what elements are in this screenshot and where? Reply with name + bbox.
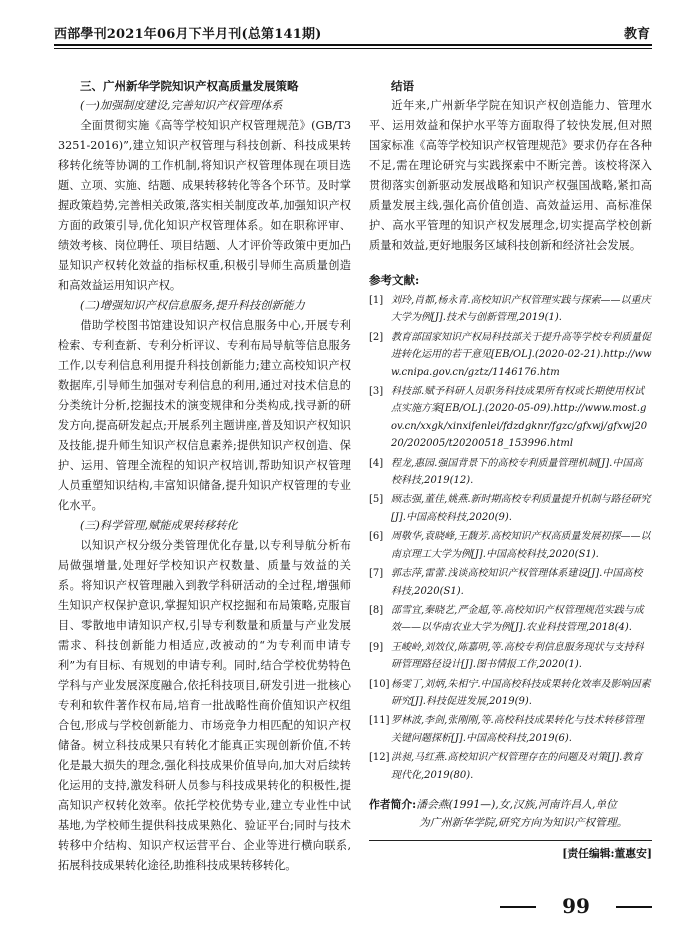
author-bio-label: 作者简介: [369, 797, 417, 811]
subheading-2: (二)增强知识产权信息服务,提升科技创新能力 [80, 299, 305, 312]
section-heading: 三、广州新华学院知识产权高质量发展策略 [80, 79, 299, 93]
reference-number: [11] [369, 715, 390, 727]
conclusion-paragraph: 近年来,广州新华学院在知识产权创造能力、管理水平、运用效益和保护水平等方面取得了较快发展,但对照国家标准《高等学校知识产权管理规范》要求仍存在各种不足,需在理论研究与实践探索中不断完善。该校将深入贯彻落实创新驱动发展战略和知识产权强国战略,紧扣高质量发展主线,强化高价值创造、高效益运用、高标准保护、高水平管理的知识产权发展理念,切实提高学校创新质量和效益,更好地服务区域科技创新和经济社会发展。 [369, 99, 652, 252]
paragraph-3: 以知识产权分级分类管理优化存量,以专利导航分析布局做强增量,处理好学校知识产权数量、质量与效益的关系。将知识产权管理融入到教学科研活动的全过程,增强师生知识产权保护意识,掌握知识产权挖掘和布局策略,克服盲目、零散地申请知识产权,引导专利数量和质量与产业发展需求、科技创新能力相适应,改被动的“为专利而申请专利”为有目标、有规划的申请专利。同时,结合学校优势特色学科与产业发展深度融合,依托科技项目,研发引进一批核心专利和软件著作权布局,培育一批战略性商价值知识产权组合包,形成与学校创新能力、市场竞争力相匹配的知识产权储备。树立科技成果只有转化才能真正实现创新价值,不转化是最大损失的理念,强化科技成果价值导向,加大对后续转化运用的支持,激发科研人员参与科技成果转化的积极性,提高知识产权转化效率。依托学校优势专业,建立专业性中试基地,为学校师生提供科技成果熟化、验证平台;同时与技术转移中介结构、知识产权运营平台、企业等进行横向联系,拓展科技成果转化途径,助推科技成果转移转化。 [58, 539, 351, 872]
subheading-3: (三)科学管理,赋能成果转移转化 [80, 519, 238, 532]
reference-item [369, 491, 652, 526]
editor-rule [369, 840, 652, 841]
journal-masthead: 西部學刊2021年06月下半月刊(总第141期) [54, 27, 322, 42]
reference-item [369, 455, 652, 490]
header-rule-thick [54, 44, 652, 46]
reference-number: [1] [369, 295, 384, 306]
paragraph-2: 借助学校图书馆建设知识产权信息服务中心,开展专利检索、专利查新、专利分析评议、专利布局导航等信息服务工作,以专利信息利用提升科技创新能力;建立高校知识产权数据库,引导师生加强对专利信息的利用,通过对技术信息的分类统计分析,挖掘技术的演变规律和分类构成,找寻新的研发方向,提高研发起点;开展系列主题讲座,普及知识产权知识及技能,提升师生知识产权信息素养;提供知识产权创造、保护、运用、管理全流程的知识产权培训,帮助知识产权管理人员重塑知识结构,丰富知识储备,提升知识产权管理的专业化水平。 [58, 319, 351, 512]
reference-item [369, 676, 652, 711]
reference-text: 科技部.赋予科研人员职务科技成果所有权或长期使用权试点实施方案[EB/OL].(2020-05-09).http://www.most.gov.cn/xxgk/xinxifenlei/fdzdgknr/fgzc/gfxwj/gfxwj2020/202005/t20200518_153996.html [391, 386, 648, 450]
reference-item [369, 528, 652, 563]
header-rule-thin [54, 48, 652, 49]
references-title: 参考文献: [369, 273, 420, 287]
reference-item [369, 329, 652, 381]
page-footer [500, 893, 652, 923]
left-column [58, 76, 351, 876]
reference-number: [9] [369, 641, 384, 653]
reference-text: 刘玲,肖都,杨永青.高校知识产权管理实践与探索——以重庆大学为例[J].技术与创新管理,2019(1). [391, 295, 651, 324]
reference-text: 周敬华,袁晓峰,王馥芳.高校知识产权高质量发展初探——以南京理工大学为例[J].中国高校科技,2020(S1). [391, 531, 651, 560]
reference-number: [6] [369, 531, 384, 543]
reference-text: 教育部国家知识产权局科技部关于提升高等学校专利质量促进转化运用的若干意见[EB/OL].(2020-02-21).http://www.cnipa.gov.cn/gztz/1146176.htm [391, 331, 652, 378]
footer-rule-right [616, 906, 652, 908]
reference-number: [4] [369, 457, 384, 469]
paragraph-1: 全面贯彻实施《高等学校知识产权管理规范》(GB/T33251-2016)”,建立知识产权管理与科技创新、科技成果转移转化统等协调的工作机制,将知识产权管理体现在项目选题、立项、实施、结题、成果转移转化等各个环节。及时掌握政策趋势,完善相关政策,落实相关制度改革,加强知识产权方面的政策引导,优化知识产权管理体系。如在职称评审、绩效考核、岗位聘任、项目结题、人才评价等政策中更加凸显知识产权转化效益的指标权重,积极引导师生高质量创造和高效益运用知识产权。 [58, 119, 351, 292]
conclusion-heading: 结语 [391, 79, 414, 93]
reference-text: 杨雯丁,刘炳,朱相宁.中国高校科技成果转化效率及影响因素研究[J].科技促进发展,2019(9). [391, 678, 651, 707]
reference-item [369, 749, 652, 784]
author-bio-line-1: 潘会燕(1991—),女,汉族,河南许昌人,单位 [416, 797, 617, 811]
reference-text: 洪昶,马红燕.高校知识产权管理存在的问题及对策[J].教育现代化,2019(80). [391, 752, 643, 781]
reference-item [369, 565, 652, 600]
reference-number: [12] [369, 752, 390, 764]
reference-item [369, 639, 652, 674]
page-number: 99 [562, 894, 590, 918]
reference-number: [7] [369, 568, 384, 580]
reference-text: 王峻岭,刘效仪,陈嘉明,等.高校专利信息服务现状与支持科研管理路径设计[J].图书情报工作,2020(1). [391, 641, 644, 671]
reference-item [369, 292, 652, 327]
section-tag: 教育 [623, 27, 650, 42]
reference-number: [3] [369, 386, 384, 398]
subheading-1: (一)加强制度建设,完善知识产权管理体系 [80, 99, 283, 112]
reference-item [369, 712, 652, 747]
reference-number: [2] [369, 331, 384, 343]
reference-number: [8] [369, 604, 384, 616]
page-header [54, 20, 652, 46]
reference-text: 顾志强,董佳,姚燕.新时期高校专利质量提升机制与路径研究[J].中国高校科技,2020(9). [391, 494, 651, 523]
reference-item [369, 383, 652, 453]
author-bio-line-2: 为广州新华学院,研究方向为知识产权管理。 [419, 815, 628, 829]
reference-number: [10] [369, 678, 390, 690]
reference-item [369, 602, 652, 637]
reference-text: 郭志萍,雷蕾.浅谈高校知识产权管理体系建设[J].中国高校科技,2020(S1). [391, 568, 643, 597]
right-column [369, 76, 652, 861]
reference-text: 程龙,惠园.强国背景下的高校专利质量管理机制[J].中国高校科技,2019(12). [391, 457, 643, 487]
footer-rule-left [500, 906, 536, 908]
responsible-editor: [责任编辑:董惠安] [562, 846, 652, 860]
author-bio [369, 796, 652, 832]
reference-text: 罗林波,李剑,张刚刚,等.高校科技成果转化与技术转移管理关键问题探析[J].中国高校科技,2019(6). [391, 715, 644, 744]
reference-number: [5] [369, 494, 384, 506]
references-list [369, 292, 652, 784]
reference-text: 邵雪宜,秦晓艺,严金超,等.高校知识产权管理规范实践与成效——以华南农业大学为例[J].农业科技管理,2018(4). [391, 604, 644, 634]
